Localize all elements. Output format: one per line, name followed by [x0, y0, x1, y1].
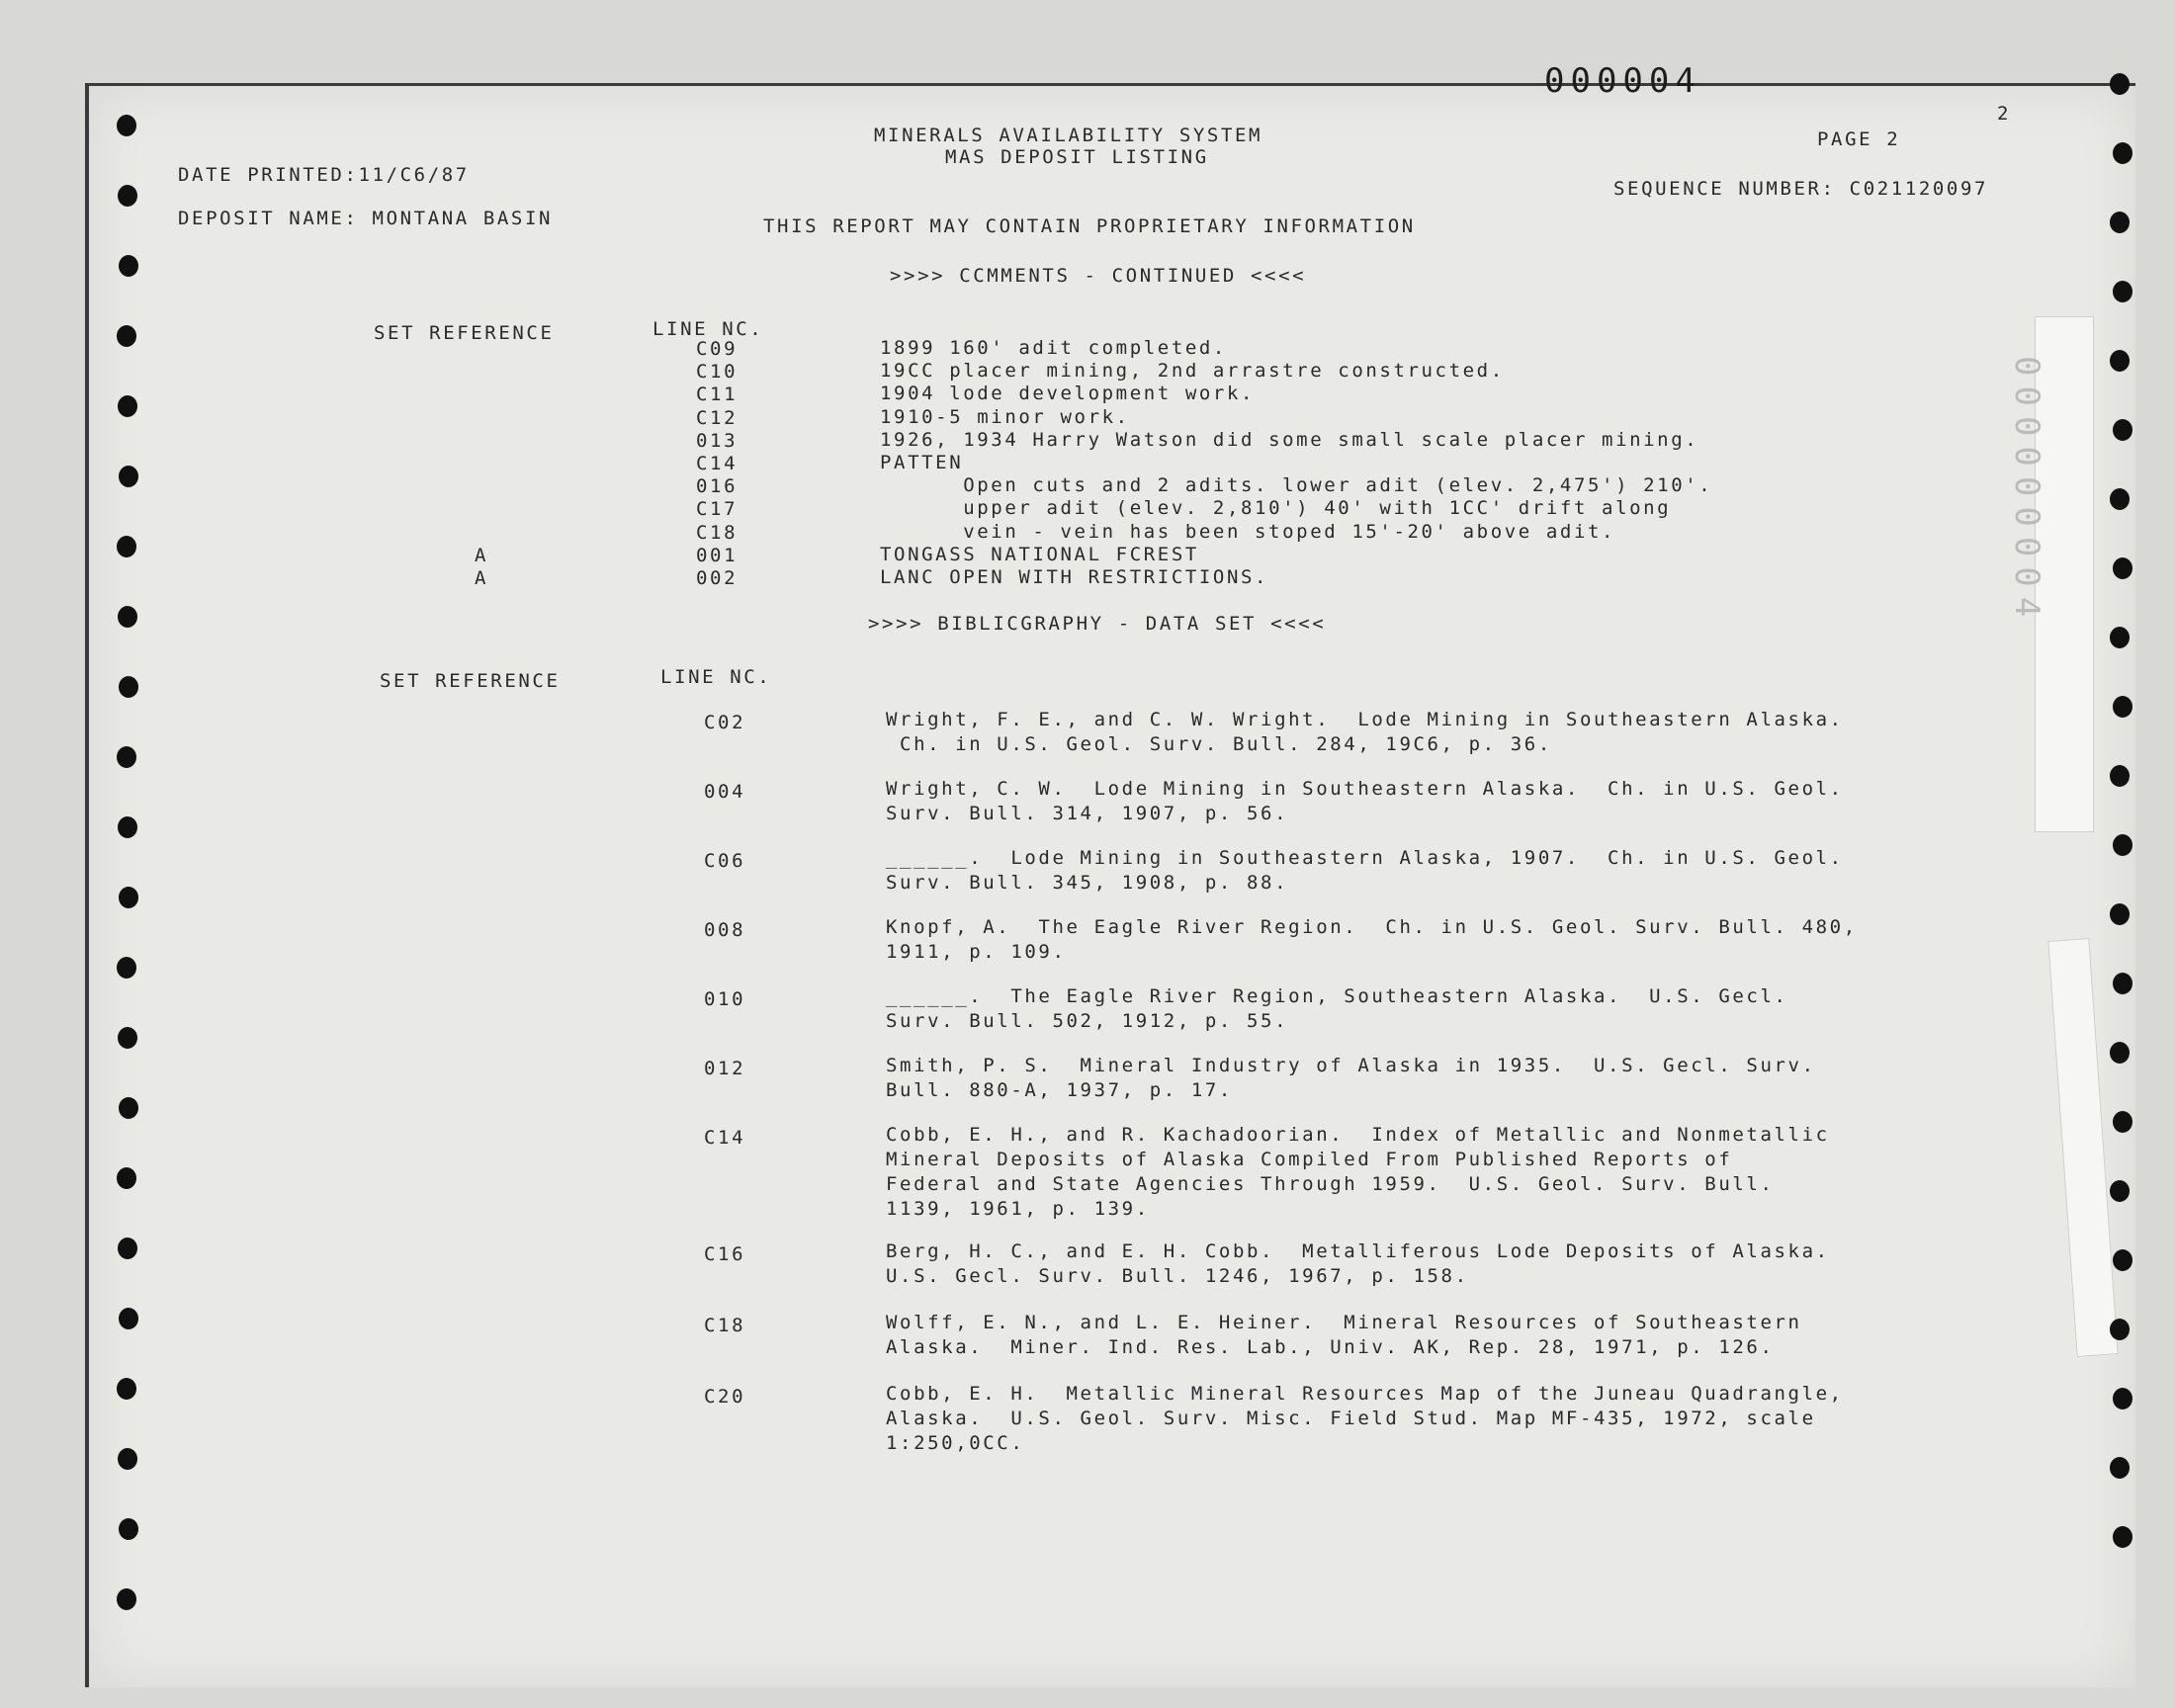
- bibliography-line-number: 012: [704, 1058, 746, 1079]
- bibliography-section-title: >>>> BIBLICGRAPHY - DATA SET <<<<: [868, 613, 1327, 635]
- bibliography-line-number: C20: [704, 1386, 746, 1408]
- feed-hole: [118, 1027, 137, 1049]
- feed-hole: [2110, 1457, 2130, 1479]
- comments-col-line-no: LINE NC.: [652, 318, 764, 340]
- feed-hole: [2113, 1111, 2132, 1133]
- bibliography-citation: Berg, H. C., and E. H. Cobb. Metalliferous Lode Deposits of Alaska. U.S. Gecl. Surv. Bull. 1246, 1967, p. 158.: [886, 1240, 1830, 1287]
- bibliography-citation: Wright, C. W. Lode Mining in Southeastern Alaska. Ch. in U.S. Geol. Surv. Bull. 314, 1907, p. 56.: [886, 778, 1844, 824]
- comment-line-number: 016: [696, 475, 739, 498]
- bibliography-citation: Knopf, A. The Eagle River Region. Ch. in U.S. Geol. Surv. Bull. 480, 1911, p. 109.: [886, 916, 1858, 963]
- comment-text: 19CC placer mining, 2nd arrastre constructed.: [880, 360, 1505, 383]
- system-title: MINERALS AVAILABILITY SYSTEM: [874, 125, 1263, 146]
- feed-hole: [117, 115, 136, 136]
- comment-line-number: 002: [696, 567, 739, 589]
- comment-line-number: 013: [696, 429, 739, 452]
- date-printed: DATE PRINTED:11/C6/87: [178, 164, 470, 186]
- comment-text: 1899 160' adit completed.: [880, 337, 1227, 359]
- bibliography-line-number: C16: [704, 1243, 746, 1265]
- feed-hole: [118, 1448, 137, 1470]
- feed-hole: [118, 816, 137, 838]
- bibliography-line-number: 010: [704, 988, 746, 1010]
- deposit-name: DEPOSIT NAME: MONTANA BASIN: [178, 208, 554, 229]
- comment-line-number: C17: [696, 498, 739, 521]
- feed-hole: [2110, 1042, 2130, 1064]
- feed-hole: [2110, 1319, 2130, 1340]
- document-stamp-number: 000004: [1544, 61, 1701, 101]
- feed-hole: [118, 185, 137, 207]
- feed-hole: [117, 1167, 136, 1189]
- comment-text: PATTEN: [880, 452, 964, 473]
- feed-hole: [2110, 627, 2130, 648]
- feed-hole: [2113, 419, 2132, 441]
- feed-hole: [118, 606, 137, 628]
- comment-line-number: C11: [696, 384, 739, 406]
- sequence-number: SEQUENCE NUMBER: C021120097: [1613, 178, 1989, 200]
- feed-hole: [2113, 1249, 2132, 1271]
- comments-col-set-reference: SET REFERENCE: [374, 322, 555, 344]
- bibliography-citation: Cobb, E. H., and R. Kachadoorian. Index of Metallic and Nonmetallic Mineral Deposits of Alaska Compiled From Published Reports of Federal and State Agencies Through 1959. U.S. Geol. Surv. Bull. 1139, 1961, p. 139.: [886, 1124, 1830, 1220]
- comment-set-reference: A: [475, 567, 489, 589]
- feed-hole: [2113, 1388, 2132, 1409]
- feed-hole: [2113, 1526, 2132, 1548]
- feed-hole: [119, 887, 138, 908]
- bibliography-col-set-reference: SET REFERENCE: [380, 670, 561, 692]
- feed-hole: [2110, 73, 2130, 95]
- comment-set-reference: A: [475, 544, 489, 566]
- feed-hole: [2110, 765, 2130, 787]
- comment-line-number: 001: [696, 544, 739, 566]
- comment-line-number: C14: [696, 453, 739, 474]
- comment-text: 1904 lode development work.: [880, 383, 1256, 405]
- comment-text: LANC OPEN WITH RESTRICTIONS.: [880, 566, 1269, 588]
- bibliography-citation: ______. Lode Mining in Southeastern Alaska, 1907. Ch. in U.S. Geol. Surv. Bull. 345, 1908, p. 88.: [886, 847, 1844, 894]
- feed-hole: [117, 325, 136, 347]
- comment-line-number: C12: [696, 406, 739, 429]
- comment-text: upper adit (elev. 2,810') 40' with 1CC' drift along: [880, 497, 1672, 520]
- proprietary-notice: THIS REPORT MAY CONTAIN PROPRIETARY INFORMATION: [763, 215, 1416, 237]
- comment-text: TONGASS NATIONAL FCREST: [880, 543, 1199, 565]
- bibliography-line-number: C18: [704, 1315, 746, 1336]
- corner-page-number: 2: [1997, 103, 2009, 125]
- feed-hole: [118, 1238, 137, 1259]
- comments-section-title: >>>> CCMMENTS - CONTINUED <<<<: [890, 265, 1307, 287]
- bibliography-citation: ______. The Eagle River Region, Southeastern Alaska. U.S. Gecl. Surv. Bull. 502, 1912, p. 55.: [886, 985, 1788, 1032]
- feed-hole: [119, 1308, 138, 1329]
- comment-text: 1910-5 minor work.: [880, 405, 1130, 428]
- bibliography-citation: Cobb, E. H. Metallic Mineral Resources Map of the Juneau Quadrangle, Alaska. U.S. Geol. Surv. Misc. Field Stud. Map MF-435, 1972, scale 1:250,0CC.: [886, 1383, 1844, 1454]
- feed-hole: [117, 746, 136, 768]
- feed-hole: [117, 957, 136, 979]
- bibliography-citation: Wright, F. E., and C. W. Wright. Lode Mining in Southeastern Alaska. Ch. in U.S. Geol. Surv. Bull. 284, 19C6, p. 36.: [886, 709, 1844, 755]
- feed-hole: [2110, 350, 2130, 372]
- feed-hole: [119, 1518, 138, 1540]
- bibliography-citation: Smith, P. S. Mineral Industry of Alaska in 1935. U.S. Gecl. Surv. Bull. 880-A, 1937, p. 17.: [886, 1055, 1816, 1101]
- feed-hole: [117, 1378, 136, 1400]
- bibliography-line-number: C02: [704, 712, 746, 733]
- page-label: PAGE 2: [1817, 128, 1901, 150]
- feed-hole: [118, 395, 137, 417]
- comment-text: 1926, 1934 Harry Watson did some small scale placer mining.: [880, 428, 1699, 451]
- feed-hole: [119, 676, 138, 698]
- feed-hole: [117, 1588, 136, 1610]
- feed-hole: [2113, 281, 2132, 302]
- bibliography-line-number: C14: [704, 1127, 746, 1149]
- feed-hole: [2113, 142, 2132, 164]
- feed-hole: [119, 1097, 138, 1119]
- bibliography-line-number: 004: [704, 781, 746, 803]
- bibliography-col-line-no: LINE NC.: [660, 666, 772, 688]
- listing-title: MAS DEPOSIT LISTING: [945, 146, 1209, 168]
- feed-hole: [2113, 696, 2132, 718]
- comment-text: Open cuts and 2 adits. lower adit (elev. 2,475') 210'.: [880, 474, 1713, 497]
- feed-hole: [2110, 488, 2130, 510]
- feed-hole: [2110, 903, 2130, 925]
- feed-hole: [117, 536, 136, 557]
- feed-hole: [2110, 1180, 2130, 1202]
- feed-hole: [119, 466, 138, 487]
- feed-hole: [2113, 973, 2132, 994]
- feed-hole: [2113, 557, 2132, 579]
- feed-hole: [2113, 834, 2132, 856]
- feed-hole: [119, 255, 138, 277]
- comment-line-number: C18: [696, 521, 739, 544]
- feed-hole: [2110, 212, 2130, 233]
- comment-text: vein - vein has been stoped 15'-20' above adit.: [880, 520, 1616, 543]
- side-stamp: 000000004: [2007, 356, 2046, 628]
- bibliography-line-number: C06: [704, 850, 746, 872]
- bibliography-line-number: 008: [704, 919, 746, 941]
- bibliography-citation: Wolff, E. N., and L. E. Heiner. Mineral Resources of Southeastern Alaska. Miner. Ind. Res. Lab., Univ. AK, Rep. 28, 1971, p. 126.: [886, 1312, 1802, 1358]
- comment-line-number: C09: [696, 338, 739, 360]
- comment-line-number: C10: [696, 361, 739, 384]
